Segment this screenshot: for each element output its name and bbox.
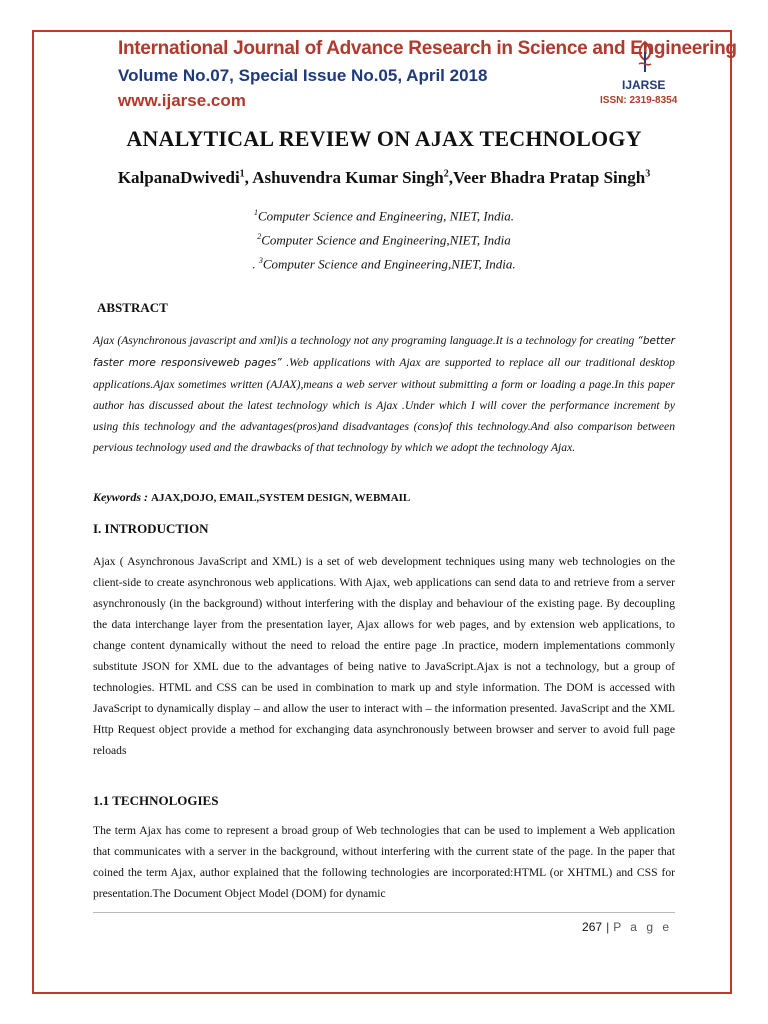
affiliation-text: Computer Science and Engineering,NIET, India.	[262, 256, 516, 272]
affiliation	[0, 208, 768, 224]
intro-text: Ajax ( Asynchronous JavaScript and XML) is a set of web development techniques using many web technologies on the client-side to create asynchronous web applications. With Ajax, web applications can send data to and retrieve from a server asynchronously (in the background) without interfering with the display and behaviour of the existing page. By decoupling the data interchange layer from the presentation layer, Ajax allows for web pages, and by extension web applications, to change content dynamically without the need to reload the entire page .In practice, modern implementations commonly substitute JSON for XML due to the advantages of being native to JavaScript.Ajax is not a technology, but a group of technologies. HTML and CSS can be used in combination to mark up and style information. The DOM is accessed with JavaScript to dynamically display – and allow the user to interact with – the information presented. JavaScript and the XML Http Request object provide a method for exchanging data asynchronously between browser and server to avoid full page reloads	[93, 555, 675, 757]
page-label: P a g e	[613, 920, 672, 934]
affiliation-sup: 2	[257, 232, 262, 241]
abstract-text	[93, 330, 675, 458]
author-name: Ashuvendra Kumar Singh	[252, 168, 444, 187]
affiliation-text: Computer Science and Engineering,NIET, India	[261, 232, 511, 248]
technologies-heading: 1.1 TECHNOLOGIES	[93, 793, 219, 808]
author-list	[0, 168, 768, 188]
affiliation-sup: 3	[258, 256, 263, 265]
footer-divider	[93, 912, 675, 913]
keywords-label: Keywords :	[93, 490, 151, 504]
author-sup: 1	[239, 168, 245, 180]
author-separator: ,	[244, 168, 253, 187]
affiliation-prefix: .	[252, 256, 259, 272]
volume-issue: Volume No.07, Special Issue No.05, April 2018	[118, 66, 488, 85]
keywords	[93, 490, 410, 505]
journal-abbr: IJARSE	[622, 78, 666, 92]
affiliation	[0, 256, 768, 272]
author-name: KalpanaDwivedi	[117, 168, 240, 187]
abstract-heading: ABSTRACT	[97, 300, 168, 315]
intro-heading: I. INTRODUCTION	[93, 521, 209, 536]
author-separator: ,	[448, 168, 453, 187]
issn: ISSN: 2319-8354	[600, 95, 678, 106]
author-sup: 3	[645, 168, 651, 180]
journal-logo-icon	[634, 40, 656, 74]
journal-website[interactable]: www.ijarse.com	[118, 91, 246, 110]
technologies-text: The term Ajax has come to represent a broad group of Web technologies that can be used to implement a Web application that communicates with a server in the background, without interfering with the current state of the page. In the paper that coined the term Ajax, author explained that the following technologies are incorporated:HTML (or XHTML) and CSS for presentation.The Document Object Model (DOM) for dynamic	[93, 824, 675, 900]
affiliation-text: Computer Science and Engineering, NIET, India.	[257, 208, 515, 224]
journal-name: International Journal of Advance Research in Science and Engineering	[118, 38, 737, 59]
abstract-part2: .Web applications with Ajax are supported to replace all our traditional desktop applications.Ajax sometimes written (AJAX),means a web server without submitting a form or loading a page.In this paper author has discussed about the latest technology which is Ajax .Under which I will cover the performance increment by using this technology and the advantages(pros)and disadvantages (cons)of this technology.And also comparison between pervious technology used and the drawbacks of that technology by which we adopt the technology Ajax.	[93, 356, 675, 454]
abstract-quote: “better faster more responsiveweb pages”	[93, 335, 675, 369]
page-number: 267	[582, 920, 603, 934]
abstract-part1: Ajax (Asynchronous javascript and xml)is a technology not any programing language.It is a technology for creating	[93, 334, 638, 347]
author-name: Veer Bhadra Pratap Singh	[452, 168, 646, 187]
author-sup: 2	[443, 168, 449, 180]
keywords-value: AJAX,DOJO, EMAIL,SYSTEM DESIGN, WEBMAIL	[151, 492, 411, 504]
paper-title: ANALYTICAL REVIEW ON AJAX TECHNOLOGY	[126, 126, 642, 151]
page-footer	[582, 920, 672, 934]
footer-separator: |	[606, 920, 610, 934]
affiliation	[0, 232, 768, 248]
affiliation-sup: 1	[253, 208, 258, 217]
